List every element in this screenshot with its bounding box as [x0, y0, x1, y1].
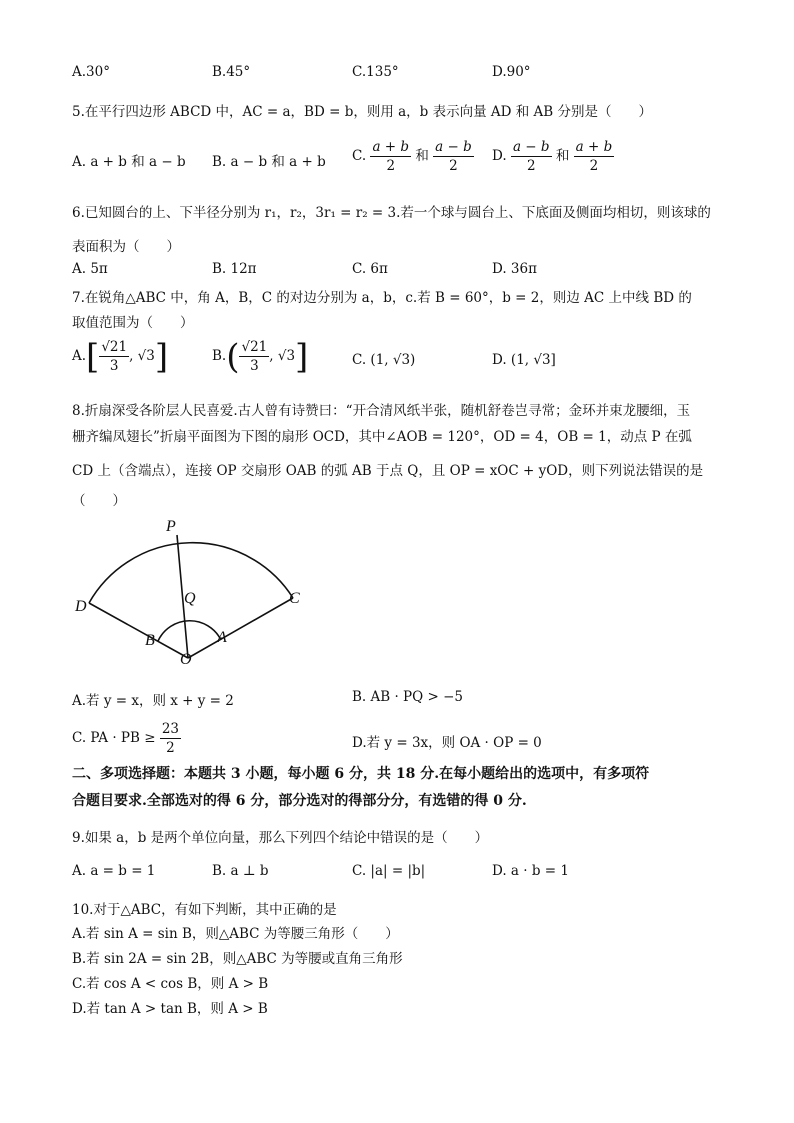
q10-option-d: D.若 tan A > tan B，则 A > B [72, 1001, 268, 1017]
label-p: P [166, 518, 176, 535]
q5-stem: 5.在平行四边形 ABCD 中，AC = a，BD = b，则用 a，b 表示向量 AD 和 AB 分别是（ ） [72, 104, 653, 120]
q9-option-c: C. |a| = |b| [352, 863, 426, 879]
q4-option-d: D.90° [492, 64, 531, 80]
q5-option-b: B. a − b 和 a + b [212, 154, 326, 170]
q5-c-frac2: $\frac{a - b}{2}$ [435, 139, 472, 174]
segment-oc [188, 598, 293, 658]
q6-option-b: B. 12π [212, 261, 257, 277]
q5-c-and: 和 [415, 148, 429, 164]
q4-option-c: C.135° [352, 64, 399, 80]
q5-c-prefix: C. [352, 148, 367, 164]
q9-option-a: A. a = b = 1 [72, 863, 156, 879]
q8-option-b: B. AB · PQ > −5 [352, 689, 463, 705]
q9-stem: 9.如果 a，b 是两个单位向量，那么下列四个结论中错误的是（ ） [72, 830, 489, 846]
q7-b-prefix: B. [212, 348, 227, 364]
label-a: A [217, 629, 227, 646]
q7-b-right-bracket: ] [295, 336, 309, 377]
q10-option-b: B.若 sin 2A = sin 2B，则△ABC 为等腰或直角三角形 [72, 951, 403, 967]
q6-option-a: A. 5π [72, 261, 108, 277]
segment-od [89, 603, 188, 658]
q4-option-b: B.45° [212, 64, 251, 80]
q5-option-d [492, 138, 614, 175]
q7-b-frac: $\frac{√21}{3}$ [241, 339, 268, 374]
q6-option-c: C. 6π [352, 261, 388, 277]
q8-option-a: A.若 y = x，则 x + y = 2 [72, 693, 234, 709]
q6-stem-line1: 6.已知圆台的上、下半径分别为 r₁，r₂，3r₁ = r₂ = 3.若一个球与圆台上、下底面及侧面均相切，则该球的 [72, 205, 711, 221]
q5-option-c [352, 138, 474, 175]
label-o: O [180, 651, 192, 665]
q8-c-prefix: C. PA · PB ≥ [72, 730, 156, 746]
q8-c-frac: $\frac{23}{2}$ [161, 721, 179, 756]
q10-option-c: C.若 cos A < cos B，则 A > B [72, 976, 269, 992]
q6-stem-line2: 表面积为（ ） [72, 239, 180, 255]
q8-stem-line2: 栅齐编凤翅长”折扇平面图为下图的扇形 OCD，其中∠AOB = 120°，OD = 4，OB = 1，动点 P 在弧 [72, 429, 692, 445]
q7-a-right-bracket: ] [154, 336, 169, 377]
q4-option-a: A.30° [72, 64, 110, 80]
q8-stem-line3: CD 上（含端点），连接 OP 交扇形 OAB 的弧 AB 于点 Q，且 OP = xOC + yOD，则下列说法错误的是 [72, 463, 704, 479]
q10-stem: 10.对于△ABC，有如下判断，其中正确的是 [72, 902, 337, 918]
q8-stem-line4: （ ） [72, 493, 126, 509]
q7-b-left-paren: ( [226, 336, 240, 377]
label-d: D [75, 598, 87, 615]
q5-d-and: 和 [555, 148, 570, 164]
q10-option-a: A.若 sin A = sin B，则△ABC 为等腰三角形（ ） [72, 926, 399, 942]
q7-option-c: C. (1, √3) [352, 352, 416, 368]
q5-d-prefix: D. [492, 148, 507, 164]
inner-arc-ab [158, 621, 221, 641]
q9-option-b: B. a ⊥ b [212, 863, 269, 879]
q8-stem-line1: 8.折扇深受各阶层人民喜爱.古人曾有诗赞曰：“开合清风纸半张，随机舒卷岂寻常；金环并束龙腰细，玉 [72, 403, 691, 419]
q8-option-d: D.若 y = 3x，则 OA · OP = 0 [352, 735, 542, 751]
q8-fan-diagram [72, 515, 322, 665]
q7-stem-line1: 7.在锐角△ABC 中，角 A，B，C 的对边分别为 a，b，c.若 B = 60°，b = 2，则边 AC 上中线 BD 的 [72, 290, 692, 306]
q7-stem-line2: 取值范围为（ ） [72, 315, 194, 331]
q7-a-left-bracket: [ [86, 336, 100, 377]
q8-option-c [72, 720, 181, 757]
label-c: C [289, 590, 300, 607]
label-q: Q [184, 590, 196, 607]
section2-heading-line2: 合题目要求.全部选对的得 6 分，部分选对的得部分分，有选错的得 0 分. [72, 793, 527, 809]
q5-d-frac2: $\frac{a + b}{2}$ [575, 139, 613, 174]
q9-option-d: D. a · b = 1 [492, 863, 569, 879]
q7-a-frac: $\frac{√21}{3}$ [101, 339, 128, 374]
q5-d-frac1: $\frac{a - b}{2}$ [512, 139, 550, 174]
q7-a-tail: , √3 [129, 348, 155, 364]
q7-option-d: D. (1, √3] [492, 352, 556, 368]
q7-option-b [212, 338, 308, 375]
q6-option-d: D. 36π [492, 261, 537, 277]
q5-option-a: A. a + b 和 a − b [72, 154, 186, 170]
q7-a-prefix: A. [72, 348, 87, 364]
label-b: B [145, 632, 155, 649]
section2-heading-line1: 二、多项选择题：本题共 3 小题，每小题 6 分，共 18 分.在每小题给出的选项中，有多项符 [72, 766, 650, 782]
q7-option-a [72, 338, 168, 375]
q5-c-frac1: $\frac{a + b}{2}$ [372, 139, 410, 174]
q7-b-tail: , √3 [269, 348, 296, 364]
